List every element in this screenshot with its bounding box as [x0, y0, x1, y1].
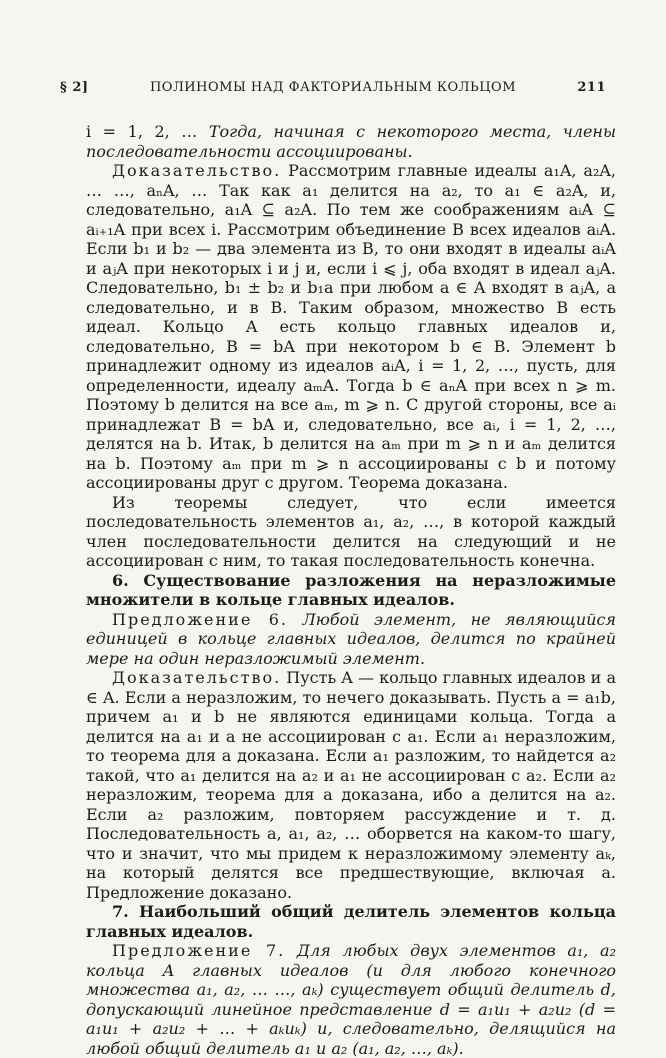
section-7-title: 7. Наибольший общий делитель элементов кольца главных идеалов. [86, 902, 616, 941]
page-body [86, 122, 616, 1058]
theorem-text: Тогда, начиная с некоторого места, члены последовательности ассоциированы. [86, 122, 616, 161]
running-title: ПОЛИНОМЫ НАД ФАКТОРИАЛЬНЫМ КОЛЬЦОМ [149, 80, 517, 95]
proof-text: Рассмотрим главные идеалы a₁A, a₂A, … …, aₙA, … Так как a₁ делится на a₂, то a₁ ∈ a₂A, и, следовательно, a₁A ⊆ a₂A. По тем же соображениям aᵢA ⊆ aᵢ₊₁A при всех i. Рассмотрим объединение B всех идеалов aᵢA. Если b₁ и b₂ — два элемента из B, то они входят в идеалы aᵢA и aⱼA при некоторых i и j и, если i ⩽ j, оба входят в идеал aⱼA. Следовательно, b₁ ± b₂ и b₁a при любом a ∈ A входят в aⱼA, а следовательно, и в B. Таким образом, множество B есть идеал. Кольцо A есть кольцо главных идеалов и, следовательно, B = bA при некотором b ∈ B. Элемент b принадлежит одному из идеалов aᵢA, i = 1, 2, …, пусть, для определенности, идеалу aₘA. Тогда b ∈ aₙA при всех n ⩾ m. Поэтому b делится на все aₘ, m ⩾ n. С другой стороны, все aᵢ принадлежат B = bA и, следовательно, все aᵢ, i = 1, 2, …, делятся на b. Итак, b делится на aₘ при m ⩾ n и aₘ делится на b. Поэтому aₘ при m ⩾ n ассоциированы с b и потому ассоциированы друг с другом. Теорема доказана. [86, 161, 616, 492]
section-6-title: 6. Существование разложения на неразложимые множители в кольце главных идеалов. [86, 570, 616, 609]
index-range: i = 1, 2, … [86, 122, 209, 141]
running-header [60, 80, 606, 100]
proof-label: Доказательство. [112, 161, 282, 180]
page-number: 211 [577, 80, 606, 95]
proof-label: Доказательство. [112, 668, 282, 687]
heading-section-6 [86, 571, 616, 610]
heading-section-7 [86, 902, 616, 941]
proposition-6-text: Любой элемент, не являющийся единицей в кольце главных идеалов, делится по крайней мере на один неразложимый элемент. [86, 609, 616, 668]
proof-text: Пусть A — кольцо главных идеалов и a ∈ A. Если a неразложим, то нечего доказывать. Пусть a = a₁b, причем a₁ и b не являются единицами кольца. Тогда a делится на a₁ и a не ассоциирован с a₁. Если a₁ неразложим, то теорема для a доказана. Если a₁ разложим, то найдется a₂ такой, что a₁ делится на a₂ и a₁ не ассоциирован с a₂. Если a₂ неразложим, теорема для a доказана, ибо a делится на a₂. Если a₂ разложим, повторяем рассуждение и т. д. Последовательность a, a₁, a₂, … оборвется на каком-то шагу, что и значит, что мы придем к неразложимому элементу aₖ, на который делятся все предшествующие, включая a. Предложение доказано. [86, 668, 616, 902]
proposition-7-text: Для любых двух элементов a₁, a₂ кольца A главных идеалов (и для любого конечного множества a₁, a₂, … …, aₖ) существует общий делитель d, допускающий линейное представление d = a₁u₁ + a₂u₂ (d = a₁u₁ + a₂u₂ + … + aₖuₖ) и, следовательно, делящийся на любой общий делитель a₁ и a₂ (a₁, a₂, …, aₖ). [86, 941, 616, 1058]
corollary-text: Из теоремы следует, что если имеется последовательность элементов a₁, a₂, …, в которой каждый член последовательности делится на следующий и не ассоциирован с ним, то такая последовательность конечна. [86, 492, 616, 570]
paragraph-corollary [86, 493, 616, 571]
section-marker: § 2] [60, 80, 89, 95]
proposition-7-label: Предложение 7. [112, 941, 286, 960]
proposition-6-label: Предложение 6. [112, 609, 288, 629]
paragraph-proof-1 [86, 161, 616, 493]
paragraph-proof-2 [86, 668, 616, 902]
paragraph-proposition-6 [86, 610, 616, 669]
paragraph-theorem-end [86, 122, 616, 161]
